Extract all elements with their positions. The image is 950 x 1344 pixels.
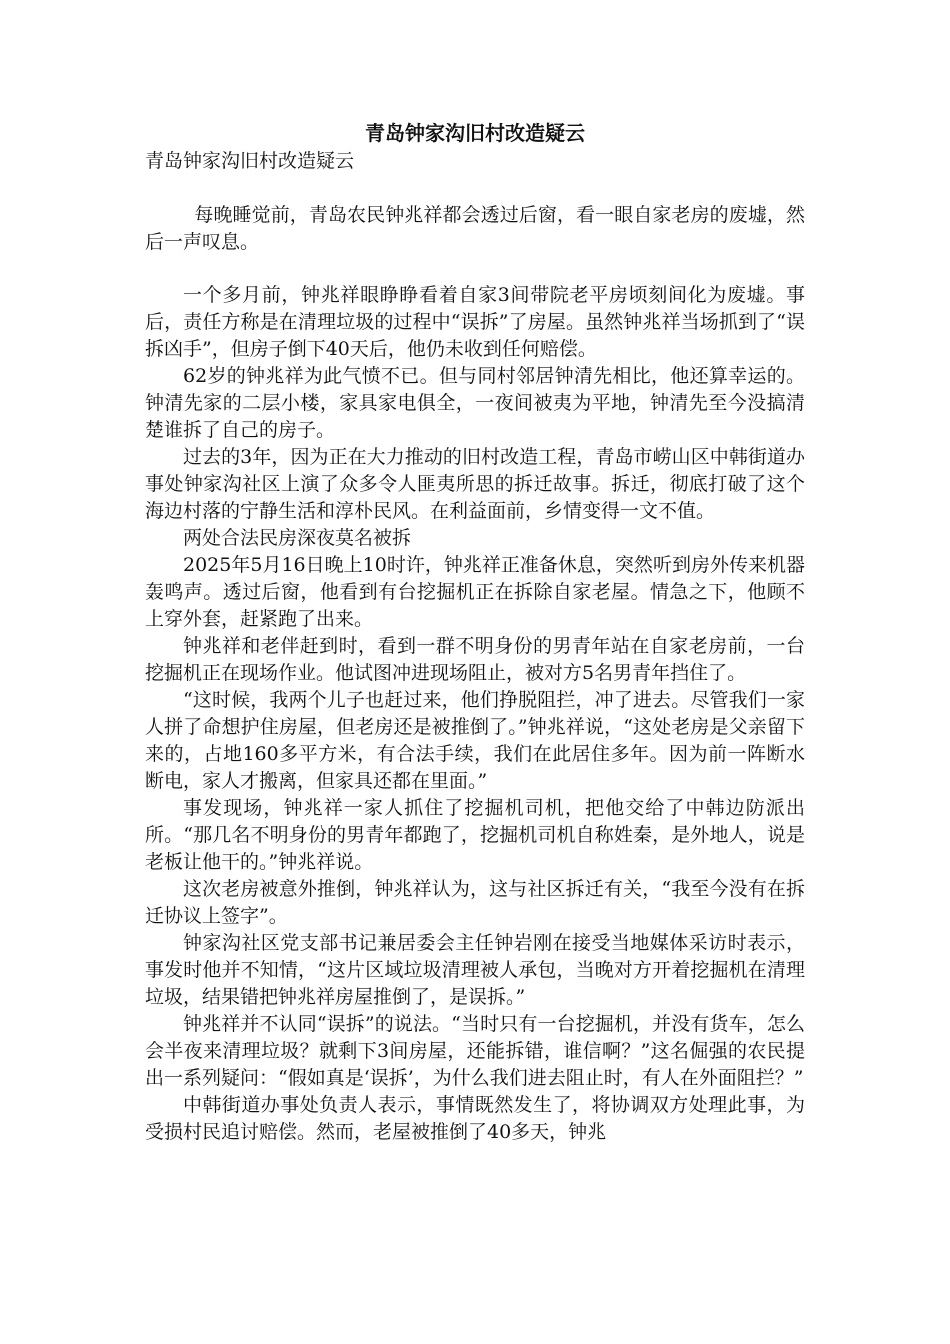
paragraph: 一个多月前，钟兆祥眼睁睁看着自家3间带院老平房顷刻间化为废墟。事后，责任方称是在清理垃圾的过程中“误拆”了房屋。虽然钟兆祥当场抓到了“误拆凶手”，但房子倒下40天后，他仍未收到任何赔偿。 [145,284,805,360]
paragraph: “这时候，我两个儿子也赶过来，他们挣脱阻拦，冲了进去。尽管我们一家人拼了命想护住房屋，但老房还是被推倒了。”钟兆祥说，“这处老房是父亲留下来的，占地160多平方米，有合法手续，我们在此居住多年。因为前一阵断水断电，家人才搬离，但家具还都在里面。” [145,689,805,792]
paragraph: 中韩街道办事处负责人表示，事情既然发生了，将协调双方处理此事，为受损村民追讨赔偿。然而，老屋被推倒了40多天，钟兆 [145,1094,805,1143]
paragraph: 钟家沟社区党支部书记兼居委会主任钟岩刚在接受当地媒体采访时表示，事发时他并不知情，“这片区域垃圾清理被人承包，当晚对方开着挖掘机在清理垃圾，结果错把钟兆祥房屋推倒了，是误拆。” [145,932,805,1008]
paragraph: 过去的3年，因为正在大力推动的旧村改造工程，青岛市崂山区中韩街道办事处钟家沟社区上演了众多令人匪夷所思的拆迁故事。拆迁，彻底打破了这个海边村落的宁静生活和淳朴民风。在利益面前，乡情变得一文不值。 [145,446,805,522]
paragraph: 2025年5月16日晚上10时许，钟兆祥正准备休息，突然听到房外传来机器轰鸣声。透过后窗，他看到有台挖掘机正在拆除自家老屋。情急之下，他顾不上穿外套，赶紧跑了出来。 [145,554,805,630]
paragraph: 62岁的钟兆祥为此气愤不已。但与同村邻居钟清先相比，他还算幸运的。钟清先家的二层小楼，家具家电俱全，一夜间被夷为平地，钟清先至今没搞清楚谁拆了自己的房子。 [145,365,805,441]
paragraph: 钟兆祥并不认同“误拆”的说法。“当时只有一台挖掘机，并没有货车，怎么会半夜来清理垃圾？就剩下3间房屋，还能拆错，谁信啊？”这名倔强的农民提出一系列疑问：“假如真是‘误拆’，为什么我们进去阻止时，有人在外面阻拦？” [145,1013,805,1089]
section-heading: 两处合法民房深夜莫名被拆 [183,527,412,549]
paragraph-intro: 每晚睡觉前，青岛农民钟兆祥都会透过后窗，看一眼自家老房的废墟，然后一声叹息。 [145,204,805,253]
document-title: 青岛钟家沟旧村改造疑云 [365,121,585,145]
document-page [145,118,805,1146]
document-subtitle: 青岛钟家沟旧村改造疑云 [145,150,355,172]
paragraph: 事发现场，钟兆祥一家人抓住了挖掘机司机，把他交给了中韩边防派出所。“那几名不明身份的男青年都跑了，挖掘机司机自称姓秦，是外地人，说是老板让他干的。”钟兆祥说。 [145,797,805,873]
paragraph: 这次老房被意外推倒，钟兆祥认为，这与社区拆迁有关，“我至今没有在拆迁协议上签字”。 [145,878,805,927]
paragraph: 钟兆祥和老伴赶到时，看到一群不明身份的男青年站在自家老房前，一台挖掘机正在现场作业。他试图冲进现场阻止，被对方5名男青年挡住了。 [145,635,805,684]
